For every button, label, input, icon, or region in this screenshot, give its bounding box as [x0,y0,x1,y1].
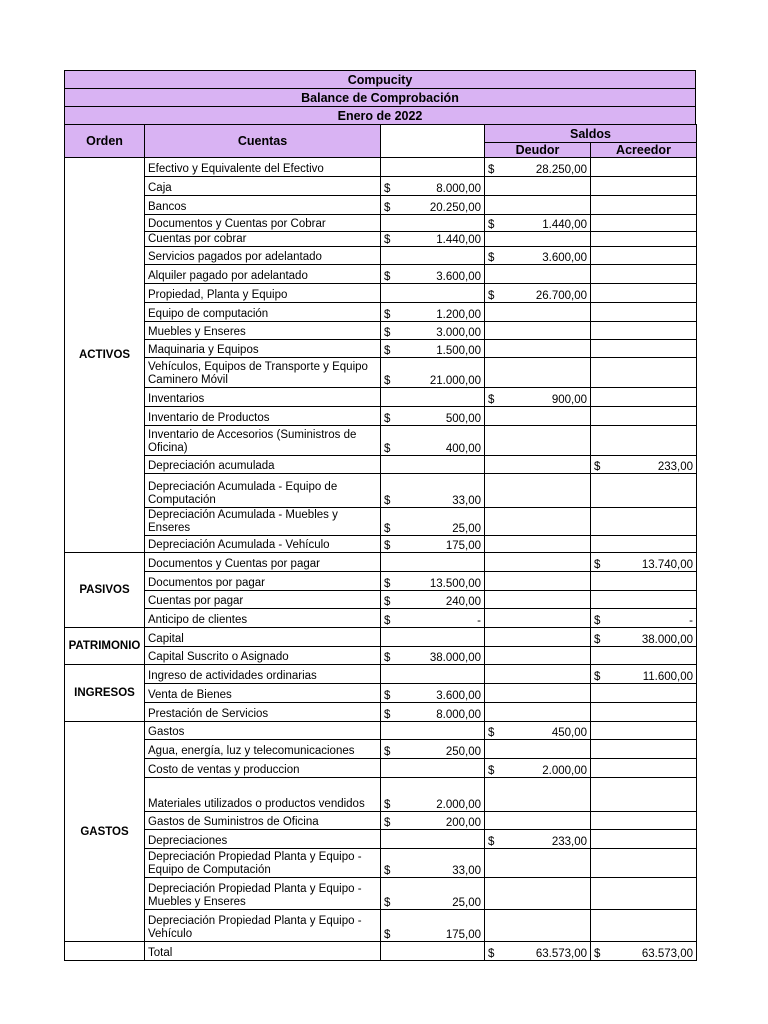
account-name: Depreciación acumulada [145,456,381,474]
table-row [65,665,697,684]
deudor-cell [485,740,591,759]
deudor-cell [485,426,591,456]
header-saldos: Saldos [485,125,697,143]
amount-cell-value: 1.500,00 [436,345,481,357]
amount-cell-value: 13.500,00 [429,578,481,590]
deudor-cell [485,759,591,778]
acreedor-cell [591,196,697,215]
deudor-cell [485,722,591,740]
deudor-cell-value: 2.000,00 [542,765,587,777]
amount-cell [381,508,485,536]
header-orden: Orden [65,125,145,158]
amount-cell-value: 33,00 [452,495,481,507]
account-name: Prestación de Servicios [145,703,381,722]
deudor-cell [485,158,591,177]
amount-cell-value: 33,00 [452,865,481,877]
table-row [65,849,697,878]
table-row [65,340,697,358]
acreedor-cell [591,474,697,508]
currency-symbol: $ [488,765,495,777]
period-title: Enero de 2022 [64,106,696,124]
deudor-cell-value: 233,00 [551,836,587,848]
deudor-cell-value: 28.250,00 [535,164,587,176]
table-row [65,572,697,591]
acreedor-cell [591,407,697,426]
acreedor-cell [591,553,697,572]
amount-cell-value: 200,00 [445,817,481,829]
amount-cell-value: 25,00 [452,897,481,909]
amount-cell [381,703,485,722]
deudor-cell [485,665,591,684]
table-row [65,553,697,572]
acreedor-cell [591,812,697,830]
amount-cell [381,609,485,628]
amount-cell-value: 175,00 [445,540,481,552]
acreedor-cell [591,456,697,474]
account-name: Agua, energía, luz y telecomunicaciones [145,740,381,759]
amount-cell-value: 3.600,00 [436,271,481,283]
currency-symbol: $ [594,948,601,960]
total-row [65,942,697,961]
acreedor-cell [591,849,697,878]
deudor-cell [485,878,591,910]
account-name: Efectivo y Equivalente del Efectivo [145,158,381,177]
deudor-cell [485,456,591,474]
table-row [65,265,697,284]
amount-cell [381,177,485,196]
table-row [65,158,697,177]
amount-cell [381,215,485,232]
acreedor-cell [591,778,697,812]
total-deudor-value: 63.573,00 [535,948,587,960]
table-row [65,778,697,812]
total-acreedor-value: 63.573,00 [641,948,693,960]
trial-balance-sheet [64,70,696,961]
currency-symbol: $ [488,219,495,231]
account-name: Caja [145,177,381,196]
currency-symbol: $ [384,495,391,507]
amount-cell-value: 400,00 [445,443,481,455]
account-name: Capital [145,628,381,647]
table-row [65,703,697,722]
table-row [65,196,697,215]
amount-cell [381,536,485,553]
table-row [65,426,697,456]
table-row [65,910,697,942]
table-row [65,722,697,740]
acreedor-cell [591,536,697,553]
deudor-cell [485,849,591,878]
section-label: INGRESOS [65,665,145,722]
amount-cell-value: 3.600,00 [436,690,481,702]
account-name: Gastos de Suministros de Oficina [145,812,381,830]
currency-symbol: $ [384,234,391,246]
amount-cell [381,265,485,284]
deudor-cell [485,340,591,358]
deudor-cell-value: 3.600,00 [542,252,587,264]
acreedor-cell [591,158,697,177]
amount-cell [381,247,485,265]
currency-symbol: $ [488,290,495,302]
account-name: Vehículos, Equipos de Transporte y Equipo Caminero Móvil [145,358,381,388]
account-name: Depreciación Propiedad Planta y Equipo - Muebles y Enseres [145,878,381,910]
currency-symbol: $ [384,709,391,721]
acreedor-cell [591,232,697,247]
currency-symbol: $ [384,271,391,283]
deudor-cell [485,232,591,247]
currency-symbol: $ [594,671,601,683]
currency-symbol: $ [384,817,391,829]
report-title: Balance de Comprobación [64,88,696,106]
table-row [65,812,697,830]
currency-symbol: $ [384,746,391,758]
acreedor-cell [591,591,697,609]
account-name: Venta de Bienes [145,684,381,703]
account-name: Servicios pagados por adelantado [145,247,381,265]
table-row [65,322,697,340]
currency-symbol: $ [384,183,391,195]
amount-cell [381,388,485,407]
amount-cell [381,340,485,358]
amount-cell-value: 38.000,00 [429,652,481,664]
currency-symbol: $ [384,345,391,357]
currency-symbol: $ [384,202,391,214]
deudor-cell-value: 1.440,00 [542,219,587,231]
deudor-cell [485,684,591,703]
acreedor-cell-value: 233,00 [657,461,693,473]
account-name: Inventario de Accesorios (Suministros de Oficina) [145,426,381,456]
amount-cell [381,572,485,591]
account-name: Documentos y Cuentas por pagar [145,553,381,572]
account-name: Equipo de computación [145,303,381,322]
deudor-cell [485,247,591,265]
amount-cell-value: 21.000,00 [429,375,481,387]
section-label: PASIVOS [65,553,145,628]
table-row [65,628,697,647]
amount-cell [381,740,485,759]
deudor-cell [485,778,591,812]
amount-cell [381,303,485,322]
account-name: Depreciaciones [145,830,381,849]
acreedor-cell [591,830,697,849]
acreedor-cell [591,284,697,303]
amount-cell-value: 500,00 [445,413,481,425]
account-name: Documentos por pagar [145,572,381,591]
amount-cell-value: 25,00 [452,523,481,535]
header-cuentas: Cuentas [145,125,381,158]
currency-symbol: $ [384,578,391,590]
amount-cell [381,722,485,740]
amount-cell-value: 20.250,00 [429,202,481,214]
amount-cell-value: 250,00 [445,746,481,758]
account-name: Depreciación Acumulada - Muebles y Enseres [145,508,381,536]
amount-cell [381,665,485,684]
deudor-cell-value: 900,00 [551,394,587,406]
amount-cell-value: 1.440,00 [436,234,481,246]
acreedor-cell [591,609,697,628]
section-label: GASTOS [65,722,145,942]
currency-symbol: $ [594,615,601,627]
amount-cell [381,426,485,456]
acreedor-cell [591,388,697,407]
acreedor-cell [591,878,697,910]
amount-cell [381,553,485,572]
account-name: Inventario de Productos [145,407,381,426]
currency-symbol: $ [384,523,391,535]
account-name: Alquiler pagado por adelantado [145,265,381,284]
account-name: Ingreso de actividades ordinarias [145,665,381,684]
deudor-cell [485,812,591,830]
account-name: Inventarios [145,388,381,407]
acreedor-cell-value: 13.740,00 [641,559,693,571]
deudor-cell-value: 450,00 [551,727,587,739]
acreedor-cell [591,322,697,340]
deudor-cell [485,265,591,284]
deudor-cell [485,572,591,591]
currency-symbol: $ [488,394,495,406]
currency-symbol: $ [384,443,391,455]
account-name: Muebles y Enseres [145,322,381,340]
account-name: Anticipo de clientes [145,609,381,628]
table-row [65,284,697,303]
currency-symbol: $ [384,540,391,552]
currency-symbol: $ [384,413,391,425]
total-deudor [485,942,591,961]
deudor-cell [485,322,591,340]
currency-symbol: $ [384,799,391,811]
acreedor-cell [591,722,697,740]
section-label: PATRIMONIO [65,628,145,665]
acreedor-cell-value: 11.600,00 [642,671,693,683]
account-name: Depreciación Propiedad Planta y Equipo - Equipo de Computación [145,849,381,878]
deudor-cell [485,474,591,508]
total-label: Total [145,942,381,961]
acreedor-cell [591,303,697,322]
amount-cell-value: 8.000,00 [436,183,481,195]
acreedor-cell [591,508,697,536]
currency-symbol: $ [384,596,391,608]
amount-cell-value: - [477,615,481,627]
acreedor-cell [591,647,697,665]
currency-symbol: $ [384,375,391,387]
amount-cell-value: 2.000,00 [436,799,481,811]
currency-symbol: $ [384,929,391,941]
acreedor-cell [591,703,697,722]
account-name: Maquinaria y Equipos [145,340,381,358]
table-row [65,232,697,247]
deudor-cell [485,910,591,942]
table-row [65,759,697,778]
table-row [65,177,697,196]
table-row [65,508,697,536]
table-row [65,647,697,665]
header-deudor: Deudor [485,143,591,158]
currency-symbol: $ [488,836,495,848]
table-row [65,303,697,322]
company-title: Compucity [64,70,696,88]
amount-cell [381,910,485,942]
acreedor-cell [591,759,697,778]
currency-symbol: $ [384,897,391,909]
account-name: Depreciación Acumulada - Vehículo [145,536,381,553]
currency-symbol: $ [594,559,601,571]
deudor-cell [485,591,591,609]
total-acreedor [591,942,697,961]
balance-table [64,124,697,961]
amount-cell [381,196,485,215]
deudor-cell [485,628,591,647]
table-row [65,536,697,553]
account-name: Gastos [145,722,381,740]
amount-cell [381,407,485,426]
acreedor-cell [591,910,697,942]
deudor-cell [485,177,591,196]
currency-symbol: $ [488,948,495,960]
amount-cell [381,759,485,778]
acreedor-cell [591,358,697,388]
deudor-cell [485,196,591,215]
account-name: Costo de ventas y produccion [145,759,381,778]
amount-cell-value: 175,00 [445,929,481,941]
total-amount-blank [381,942,485,961]
amount-cell [381,158,485,177]
amount-cell [381,358,485,388]
table-row [65,407,697,426]
deudor-cell [485,536,591,553]
currency-symbol: $ [594,461,601,473]
amount-cell [381,284,485,303]
acreedor-cell [591,665,697,684]
deudor-cell [485,284,591,303]
table-row [65,247,697,265]
table-row [65,215,697,232]
acreedor-cell [591,572,697,591]
amount-cell [381,849,485,878]
account-name: Bancos [145,196,381,215]
amount-cell-value: 1.200,00 [436,309,481,321]
deudor-cell [485,703,591,722]
acreedor-cell [591,740,697,759]
amount-cell [381,628,485,647]
deudor-cell [485,388,591,407]
amount-cell [381,591,485,609]
amount-cell-value: 240,00 [445,596,481,608]
table-row [65,388,697,407]
deudor-cell [485,609,591,628]
header-blank [381,125,485,158]
deudor-cell [485,647,591,665]
amount-cell [381,322,485,340]
currency-symbol: $ [384,865,391,877]
deudor-cell [485,303,591,322]
amount-cell [381,878,485,910]
deudor-cell [485,358,591,388]
acreedor-cell [591,265,697,284]
deudor-cell-value: 26.700,00 [535,290,587,302]
acreedor-cell [591,247,697,265]
table-row [65,830,697,849]
table-row [65,591,697,609]
deudor-cell [485,215,591,232]
acreedor-cell [591,177,697,196]
account-name: Cuentas por cobrar [145,232,381,247]
section-label: ACTIVOS [65,158,145,553]
amount-cell-value: 8.000,00 [436,709,481,721]
table-row [65,474,697,508]
amount-cell [381,647,485,665]
currency-symbol: $ [488,727,495,739]
currency-symbol: $ [384,309,391,321]
acreedor-cell [591,426,697,456]
acreedor-cell [591,628,697,647]
account-name: Materiales utilizados o productos vendidos [145,778,381,812]
currency-symbol: $ [594,634,601,646]
currency-symbol: $ [384,615,391,627]
deudor-cell [485,407,591,426]
acreedor-cell [591,684,697,703]
account-name: Depreciación Propiedad Planta y Equipo - Vehículo [145,910,381,942]
deudor-cell [485,508,591,536]
acreedor-cell-value: 38.000,00 [641,634,693,646]
table-row [65,456,697,474]
table-row [65,684,697,703]
account-name: Capital Suscrito o Asignado [145,647,381,665]
currency-symbol: $ [384,690,391,702]
currency-symbol: $ [384,327,391,339]
table-row [65,609,697,628]
total-blank [65,942,145,961]
deudor-cell [485,553,591,572]
amount-cell [381,456,485,474]
amount-cell [381,778,485,812]
account-name: Cuentas por pagar [145,591,381,609]
currency-symbol: $ [488,252,495,264]
header-acreedor: Acreedor [591,143,697,158]
amount-cell [381,474,485,508]
deudor-cell [485,830,591,849]
acreedor-cell [591,215,697,232]
amount-cell-value: 3.000,00 [436,327,481,339]
table-row [65,358,697,388]
table-body [65,158,697,961]
currency-symbol: $ [488,164,495,176]
account-name: Depreciación Acumulada - Equipo de Computación [145,474,381,508]
amount-cell [381,830,485,849]
table-row [65,878,697,910]
acreedor-cell [591,340,697,358]
amount-cell [381,684,485,703]
amount-cell [381,812,485,830]
table-row [65,740,697,759]
account-name: Propiedad, Planta y Equipo [145,284,381,303]
amount-cell [381,232,485,247]
currency-symbol: $ [384,652,391,664]
account-name: Documentos y Cuentas por Cobrar [145,215,381,232]
acreedor-cell-value: - [689,615,693,627]
